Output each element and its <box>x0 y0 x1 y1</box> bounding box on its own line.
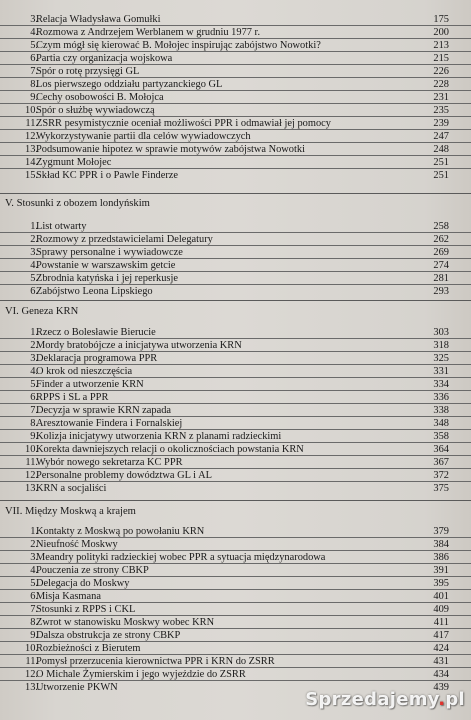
toc-entry <box>0 430 471 443</box>
entry-number: 11. <box>25 118 38 129</box>
entry-number: 15. <box>25 170 38 181</box>
entry-number: 7. <box>30 405 38 416</box>
entry-page-number: 386 <box>433 552 449 563</box>
toc-entry <box>0 564 471 577</box>
entry-page-number: 226 <box>433 66 449 77</box>
watermark-text: Sprzedajemy <box>305 689 439 710</box>
entry-number: 3. <box>30 552 38 563</box>
entry-page-number: 336 <box>433 392 449 403</box>
entry-title: Mordy bratobójcze a inicjatywa utworzenia KRN <box>36 340 242 351</box>
toc-section <box>0 13 471 182</box>
entry-title: O krok od nieszczęścia <box>36 366 133 377</box>
entry-title: Rozmowy z przedstawicielami Delegatury <box>36 234 213 245</box>
entry-page-number: 417 <box>433 630 449 641</box>
toc-entry <box>0 378 471 391</box>
toc-entry <box>0 339 471 352</box>
entry-number: 3. <box>30 14 38 25</box>
entry-page-number: 318 <box>433 340 449 351</box>
entry-page-number: 431 <box>433 656 449 667</box>
toc-entry <box>0 365 471 378</box>
toc-entry <box>0 104 471 117</box>
entry-title: Wykorzystywanie partii dla celów wywiadowczych <box>36 131 251 142</box>
entry-page-number: 395 <box>433 578 449 589</box>
entry-title: Sprawy personalne i wywiadowcze <box>36 247 183 258</box>
entry-page-number: 239 <box>433 118 449 129</box>
entry-number: 1. <box>30 526 38 537</box>
entry-number: 9. <box>30 630 38 641</box>
entry-page-number: 334 <box>433 379 449 390</box>
entry-title: Skład KC PPR i o Pawle Finderze <box>36 170 179 181</box>
entry-title: O Michale Żymierskim i jego wyjeździe do ZSRR <box>36 669 246 680</box>
entry-page-number: 338 <box>433 405 449 416</box>
entry-number: 4. <box>30 366 38 377</box>
toc-entry <box>0 220 471 233</box>
entry-title: Deklaracja programowa PPR <box>36 353 158 364</box>
section-heading: V. Stosunki z obozem londyńskim <box>5 198 150 209</box>
watermark-dot: . <box>438 689 446 710</box>
entry-title: Kontakty z Moskwą po powołaniu KRN <box>36 526 205 537</box>
toc-section <box>0 525 471 694</box>
entry-page-number: 248 <box>433 144 449 155</box>
toc-entry <box>0 551 471 564</box>
entry-title: KRN a socjaliści <box>36 483 107 494</box>
entry-number: 8. <box>30 617 38 628</box>
entry-number: 14. <box>25 157 38 168</box>
entry-title: Pouczenia ze strony CBKP <box>36 565 149 576</box>
entry-title: Meandry polityki radzieckiej wobec PPR a sytuacja międzynarodowa <box>36 552 326 563</box>
entry-number: 9. <box>30 431 38 442</box>
toc-entry <box>0 603 471 616</box>
entry-title: Czym mógł się kierować B. Mołojec inspirując zabójstwo Nowotki? <box>36 40 321 51</box>
toc-entry <box>0 629 471 642</box>
divider <box>0 300 471 301</box>
toc-entry <box>0 285 471 298</box>
entry-page-number: 439 <box>433 682 449 693</box>
entry-number: 6. <box>30 53 38 64</box>
entry-number: 10. <box>25 643 38 654</box>
entry-page-number: 372 <box>433 470 449 481</box>
entry-number: 8. <box>30 79 38 90</box>
entry-number: 13. <box>25 682 38 693</box>
entry-title: Cechy osobowości B. Mołojca <box>36 92 164 103</box>
entry-page-number: 200 <box>433 27 449 38</box>
toc-entry <box>0 456 471 469</box>
entry-number: 9. <box>30 92 38 103</box>
section-heading: VI. Geneza KRN <box>5 306 79 317</box>
entry-number: 11. <box>25 656 38 667</box>
entry-title: Spór o służbę wywiadowczą <box>36 105 155 116</box>
entry-title: Spór o rotę przysięgi GL <box>36 66 140 77</box>
entry-number: 11. <box>25 457 38 468</box>
toc-entry <box>0 525 471 538</box>
toc-entry <box>0 233 471 246</box>
toc-entry <box>0 538 471 551</box>
entry-title: Zwrot w stanowisku Moskwy wobec KRN <box>36 617 215 628</box>
entry-page-number: 379 <box>433 526 449 537</box>
entry-number: 4. <box>30 260 38 271</box>
entry-number: 12. <box>25 669 38 680</box>
toc-entry <box>0 417 471 430</box>
entry-number: 6. <box>30 591 38 602</box>
entry-title: Dalsza obstrukcja ze strony CBKP <box>36 630 181 641</box>
entry-number: 5. <box>30 40 38 51</box>
entry-number: 2. <box>30 340 38 351</box>
entry-page-number: 293 <box>433 286 449 297</box>
entry-page-number: 262 <box>433 234 449 245</box>
entry-title: Zabójstwo Leona Lipskiego <box>36 286 153 297</box>
toc-entry <box>0 272 471 285</box>
entry-title: Relacja Władysława Gomułki <box>36 14 161 25</box>
entry-number: 7. <box>30 66 38 77</box>
entry-title: Delegacja do Moskwy <box>36 578 130 589</box>
entry-page-number: 364 <box>433 444 449 455</box>
entry-page-number: 434 <box>433 669 449 680</box>
entry-number: 12. <box>25 470 38 481</box>
toc-entry <box>0 616 471 629</box>
toc-entry <box>0 26 471 39</box>
entry-number: 1. <box>30 221 38 232</box>
entry-page-number: 175 <box>433 14 449 25</box>
entry-page-number: 411 <box>433 617 449 628</box>
entry-title: Rozmowa z Andrzejem Werblanem w grudniu 1977 r. <box>36 27 261 38</box>
entry-title: Rzecz o Bolesławie Bierucie <box>36 327 156 338</box>
entry-title: Personalne problemy dowództwa GL i AL <box>36 470 212 481</box>
entry-page-number: 281 <box>433 273 449 284</box>
entry-number: 3. <box>30 353 38 364</box>
entry-title: Partia czy organizacja wojskowa <box>36 53 173 64</box>
entry-number: 3. <box>30 247 38 258</box>
entry-title: List otwarty <box>36 221 87 232</box>
toc-entry <box>0 590 471 603</box>
entry-number: 13. <box>25 144 38 155</box>
entry-number: 6. <box>30 286 38 297</box>
entry-page-number: 213 <box>433 40 449 51</box>
entry-page-number: 274 <box>433 260 449 271</box>
entry-title: ZSRR pesymistycznie oceniał możliwości PPR i odmawiał jej pomocy <box>36 118 331 129</box>
entry-page-number: 384 <box>433 539 449 550</box>
toc-entry <box>0 156 471 169</box>
toc-section <box>0 220 471 298</box>
toc-entry <box>0 443 471 456</box>
toc-entry <box>0 117 471 130</box>
entry-title: RPPS i SL a PPR <box>36 392 109 403</box>
entry-title: Kolizja inicjatywy utworzenia KRN z planami radzieckimi <box>36 431 282 442</box>
entry-page-number: 247 <box>433 131 449 142</box>
toc-entry <box>0 655 471 668</box>
entry-number: 5. <box>30 273 38 284</box>
toc-entry <box>0 65 471 78</box>
entry-number: 6. <box>30 392 38 403</box>
entry-number: 1. <box>30 327 38 338</box>
divider <box>0 500 471 501</box>
toc-entry <box>0 352 471 365</box>
toc-section <box>0 326 471 495</box>
watermark-logo <box>305 689 465 710</box>
toc-entry <box>0 577 471 590</box>
entry-number: 2. <box>30 539 38 550</box>
entry-number: 8. <box>30 418 38 429</box>
entry-page-number: 235 <box>433 105 449 116</box>
entry-number: 12. <box>25 131 38 142</box>
toc-entry <box>0 326 471 339</box>
entry-number: 10. <box>25 105 38 116</box>
toc-entry <box>0 642 471 655</box>
entry-page-number: 409 <box>433 604 449 615</box>
entry-page-number: 391 <box>433 565 449 576</box>
entry-number: 10. <box>25 444 38 455</box>
toc-entry <box>0 259 471 272</box>
entry-number: 4. <box>30 565 38 576</box>
toc-entry <box>0 668 471 681</box>
entry-page-number: 251 <box>433 157 449 168</box>
entry-number: 4. <box>30 27 38 38</box>
entry-title: Misja Kasmana <box>36 591 101 602</box>
entry-page-number: 358 <box>433 431 449 442</box>
entry-page-number: 348 <box>433 418 449 429</box>
entry-page-number: 303 <box>433 327 449 338</box>
entry-number: 13. <box>25 483 38 494</box>
entry-page-number: 258 <box>433 221 449 232</box>
entry-title: Powstanie w warszawskim getcie <box>36 260 176 271</box>
entry-title: Korekta dawniejszych relacji o okolicznościach powstania KRN <box>36 444 304 455</box>
toc-entry <box>0 143 471 156</box>
entry-page-number: 325 <box>433 353 449 364</box>
entry-title: Stosunki z RPPS i CKL <box>36 604 136 615</box>
toc-entry <box>0 52 471 65</box>
divider <box>0 193 471 194</box>
entry-page-number: 228 <box>433 79 449 90</box>
toc-entry <box>0 39 471 52</box>
toc-entry <box>0 13 471 26</box>
entry-title: Finder a utworzenie KRN <box>36 379 144 390</box>
entry-page-number: 367 <box>433 457 449 468</box>
entry-number: 2. <box>30 234 38 245</box>
entry-title: Zygmunt Mołojec <box>36 157 112 168</box>
toc-entry <box>0 391 471 404</box>
entry-number: 7. <box>30 604 38 615</box>
entry-page-number: 269 <box>433 247 449 258</box>
entry-title: Los pierwszego oddziału partyzanckiego GL <box>36 79 223 90</box>
entry-title: Podsumowanie hipotez w sprawie motywów zabójstwa Nowotki <box>36 144 305 155</box>
entry-page-number: 424 <box>433 643 449 654</box>
toc-entry <box>0 169 471 182</box>
toc-entry <box>0 482 471 495</box>
entry-title: Nieufność Moskwy <box>36 539 118 550</box>
entry-title: Utworzenie PKWN <box>36 682 118 693</box>
entry-number: 5. <box>30 379 38 390</box>
entry-title: Rozbieżności z Bierutem <box>36 643 141 654</box>
watermark-suffix: pl <box>445 689 465 710</box>
entry-title: Zbrodnia katyńska i jej reperkusje <box>36 273 178 284</box>
entry-title: Pomysł przerzucenia kierownictwa PPR i KRN do ZSRR <box>36 656 275 667</box>
entry-page-number: 331 <box>433 366 449 377</box>
toc-entry <box>0 469 471 482</box>
toc-entry <box>0 246 471 259</box>
entry-page-number: 401 <box>433 591 449 602</box>
entry-page-number: 251 <box>433 170 449 181</box>
entry-page-number: 215 <box>433 53 449 64</box>
section-heading: VII. Między Moskwą a krajem <box>5 506 136 517</box>
entry-page-number: 231 <box>433 92 449 103</box>
entry-title: Wybór nowego sekretarza KC PPR <box>36 457 183 468</box>
toc-entry <box>0 130 471 143</box>
toc-entry <box>0 78 471 91</box>
entry-page-number: 375 <box>433 483 449 494</box>
entry-title: Decyzja w sprawie KRN zapada <box>36 405 172 416</box>
entry-title: Aresztowanie Findera i Fornalskiej <box>36 418 183 429</box>
toc-entry <box>0 91 471 104</box>
toc-entry <box>0 404 471 417</box>
entry-number: 5. <box>30 578 38 589</box>
